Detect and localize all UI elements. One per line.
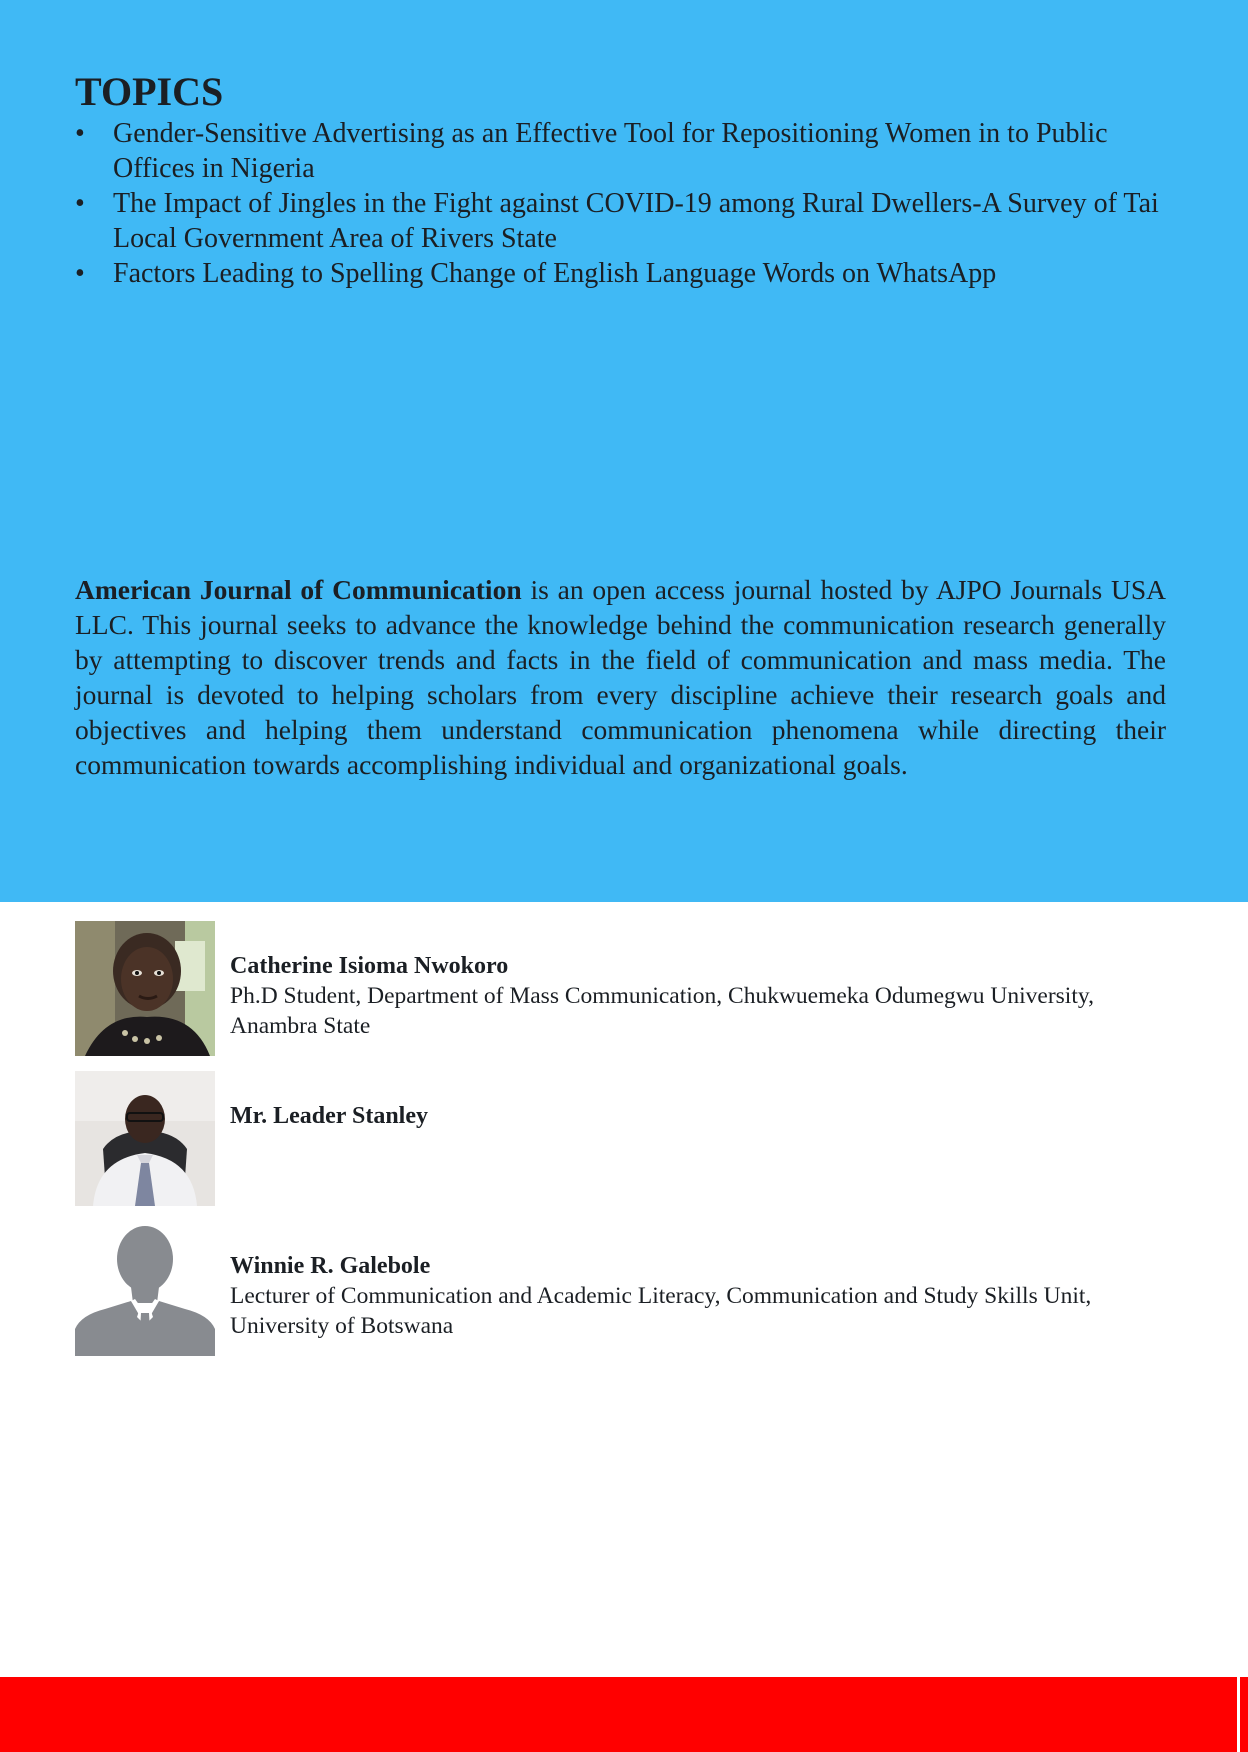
footer-edge-divider <box>1237 1677 1240 1752</box>
author-name: Mr. Leader Stanley <box>230 1103 428 1129</box>
journal-name: American Journal of Communication <box>75 574 522 605</box>
topic-item <box>75 186 1175 256</box>
topic-text: The Impact of Jingles in the Fight against COVID-19 among Rural Dwellers-A Survey of Tai Local Government Area of Rivers State <box>113 188 1159 254</box>
author-name: Catherine Isioma Nwokoro <box>230 953 509 979</box>
author-name: Winnie R. Galebole <box>230 1253 431 1279</box>
footer-red-band <box>0 1677 1248 1752</box>
topic-text: Factors Leading to Spelling Change of English Language Words on WhatsApp <box>113 258 997 289</box>
bullet-icon: • <box>75 258 85 289</box>
topics-list <box>75 116 1175 291</box>
author-photo <box>75 921 215 1056</box>
journal-description <box>75 572 1166 782</box>
user-silhouette-icon <box>75 1221 215 1356</box>
author-photo <box>75 1071 215 1206</box>
journal-description-text: is an open access journal hosted by AJPO Journals USA LLC. This journal seeks to advance the knowledge behind the communication research generally by attempting to discover trends and facts in the field of communication and mass media. The journal is devoted to helping scholars from every discipline achieve their research goals and objectives and helping them understand communication phenomena while directing their communication towards accomplishing individual and organizational goals. <box>75 574 1166 780</box>
woman-portrait-icon <box>75 921 215 1056</box>
topic-text: Gender-Sensitive Advertising as an Effective Tool for Repositioning Women in to Public Offices in Nigeria <box>113 118 1108 184</box>
topic-item <box>75 116 1175 186</box>
author-affiliation: Lecturer of Communication and Academic Literacy, Communication and Study Skills Unit, University of Botswana <box>230 1283 1092 1339</box>
bullet-icon: • <box>75 188 85 219</box>
author-affiliation: Ph.D Student, Department of Mass Communication, Chukwuemeka Odumegwu University, Anambra State <box>230 983 1094 1039</box>
man-portrait-icon <box>75 1071 215 1206</box>
topics-heading: TOPICS <box>75 69 224 114</box>
topic-item <box>75 256 1175 291</box>
author-photo <box>75 1221 215 1356</box>
bullet-icon: • <box>75 118 85 149</box>
